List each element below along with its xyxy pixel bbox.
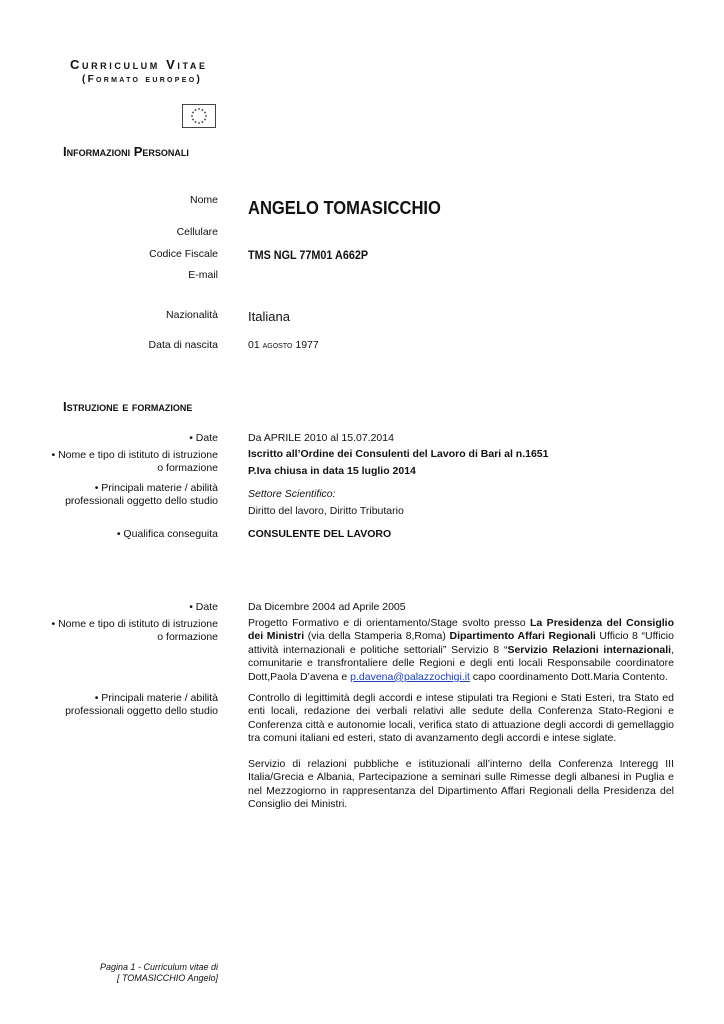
email-link[interactable]: p.davena@palazzochigi.it [350, 670, 470, 683]
label-institute-line2: o formazione [157, 631, 218, 643]
edu1-subjects-title: Settore Scientifico: [248, 488, 336, 500]
edu2-inst-text: capo coordinamento Dott.Maria Contento. [469, 670, 668, 683]
birth-year: 1977 [295, 339, 319, 351]
cv-subtitle: (Formato europeo) [82, 74, 203, 85]
edu2-inst-text: , comunitarie e transfrontaliere delle Regioni e degli enti locali Responsabile coordinatore Dott,Paola D’avena e [248, 643, 675, 683]
label-nationality: Nazionalità [166, 309, 218, 321]
edu2-institute [248, 617, 674, 684]
page-footer [100, 962, 218, 984]
label-institute-1 [51, 449, 218, 475]
cv-title: Curriculum Vitae [70, 57, 208, 72]
edu1-qualification: CONSULENTE DEL LAVORO [248, 528, 392, 540]
label-subjects-line1: • Principali materie / abilità [94, 692, 218, 704]
label-qualification: • Qualifica conseguita [116, 528, 218, 540]
label-phone: Cellulare [176, 226, 218, 238]
edu1-institute [248, 448, 549, 478]
tax-code-value: TMS NGL 77M01 A662P [248, 248, 369, 262]
edu2-subjects: Controllo di legittimità degli accordi e intese stipulati tra Regioni e Stati Esteri, tra Stato ed enti locali, redazione dei verbali relativi alle sedute della Conferenza Stato-Regioni e Conferenza città e autonomie locali, verifica stato di attuazione degli accordi di gemellaggio tra comuni italiani ed esteri, stato di avanzamento degli accordi e intese siglate. [248, 692, 674, 745]
label-date-1: • Date [189, 432, 218, 444]
person-name: ANGELO TOMASICCHIO [248, 198, 441, 218]
edu1-dates: Da APRILE 2010 al 15.07.2014 [248, 432, 394, 444]
edu2-inst-department: Dipartimento Affari Regionali [449, 630, 596, 643]
edu2-dates: Da Dicembre 2004 ad Aprile 2005 [248, 601, 406, 613]
edu2-inst-presidency: La Presidenza del Consiglio dei Ministri [248, 617, 674, 643]
birth-day: 01 [248, 339, 260, 351]
footer-line2: [ TOMASICCHIO Angelo] [116, 973, 218, 983]
edu2-inst-text: (via della Stamperia 8,Roma) [304, 630, 450, 643]
label-institute-line1: • Nome e tipo di istituto di istruzione [51, 449, 218, 461]
label-name: Nome [189, 194, 218, 206]
birth-month: agosto [262, 340, 293, 351]
label-institute-line2: o formazione [157, 462, 218, 474]
edu2-subjects-extra: Servizio di relazioni pubbliche e istituzionali all’interno della Conferenza Interegg III Italia/Grecia e Albania, Partecipazione a seminari sulle Rimesse degli albanesi in Puglia e nel Mezzogiorno in rappresentanza del Dipartimento Affari Regionali della Presidenza del Consiglio dei Ministri. [248, 758, 674, 811]
edu1-institute-line2: P.Iva chiusa in data 15 luglio 2014 [248, 464, 416, 477]
edu2-inst-service: Servizio Relazioni internazionali [507, 643, 672, 656]
label-subjects-line2: professionali oggetto dello studio [65, 495, 218, 507]
label-institute-line1: • Nome e tipo di istituto di istruzione [51, 618, 218, 630]
eu-flag-icon [182, 104, 216, 128]
footer-line1: Pagina 1 - Curriculum vitae di [99, 962, 218, 972]
label-institute-2 [51, 618, 218, 644]
edu1-institute-line1: Iscritto all’Ordine dei Consulenti del Lavoro di Bari al n.1651 [248, 448, 549, 460]
label-birth-date: Data di nascita [148, 339, 218, 351]
edu1-subjects: Diritto del lavoro, Diritto Tributario [248, 505, 404, 517]
label-date-2: • Date [189, 601, 218, 613]
edu2-inst-text: Ufficio 8 “Ufficio attività internazionali e politiche settoriali” Servizio 8 “ [248, 630, 674, 656]
section-personal-info: Informazioni Personali [63, 144, 189, 159]
label-subjects-1 [65, 482, 218, 508]
birth-date-value [248, 339, 319, 353]
section-education: Istruzione e formazione [63, 399, 193, 414]
label-subjects-line1: • Principali materie / abilità [94, 482, 218, 494]
edu2-inst-text: Progetto Formativo e di orientamento/Stage svolto presso [248, 617, 530, 629]
nationality-value: Italiana [248, 309, 290, 324]
label-subjects-2 [65, 692, 218, 718]
label-tax-code: Codice Fiscale [149, 248, 218, 260]
label-subjects-line2: professionali oggetto dello studio [65, 705, 218, 717]
label-email: E-mail [188, 269, 218, 281]
